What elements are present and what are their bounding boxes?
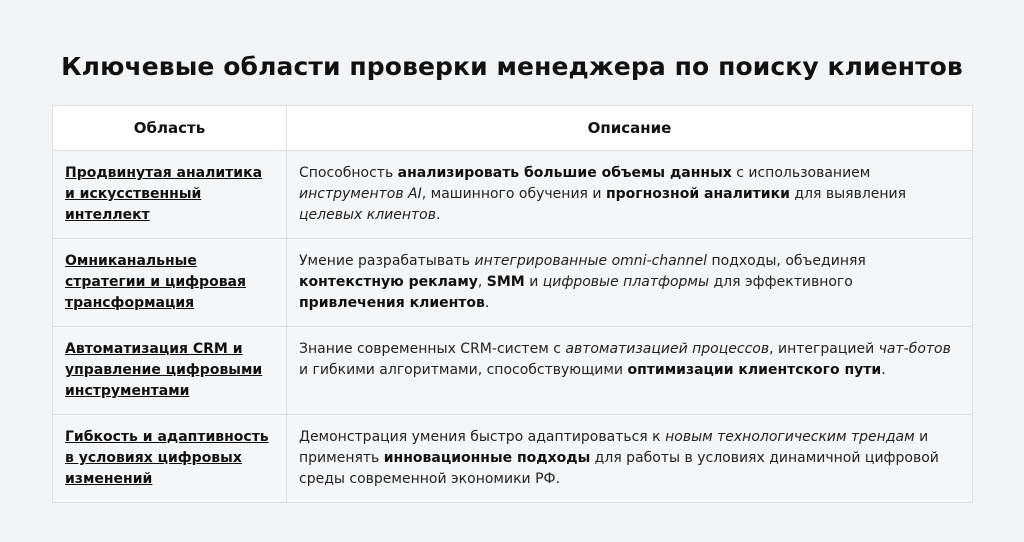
description-cell	[287, 327, 973, 415]
header-area: Область	[53, 106, 287, 151]
text-segment: и гибкими алгоритмами, способствующими	[299, 362, 628, 378]
bold-text: инновационные подходы	[383, 450, 591, 466]
text-segment: и применять	[299, 429, 929, 466]
italic-text: интегрированные omni-channel	[474, 253, 707, 269]
bold-text: оптимизации клиентского пути	[627, 362, 882, 378]
text-segment: для эффективного	[709, 274, 853, 290]
text-segment: .	[881, 362, 886, 378]
area-cell	[53, 415, 287, 503]
text-segment: Знание современных CRM-систем с	[299, 341, 566, 357]
text-segment: .	[484, 295, 490, 311]
table-row	[53, 327, 973, 415]
italic-text: автоматизацией процессов	[565, 341, 770, 357]
text-segment: Способность	[299, 165, 398, 181]
italic-text: новым технологическим трендам	[665, 429, 915, 445]
italic-text: чат-ботов	[878, 341, 951, 357]
description-cell	[287, 415, 973, 503]
text-segment: и	[524, 274, 543, 290]
bold-text: привлечения клиентов	[299, 295, 485, 311]
text-segment: подходы, объединяя	[707, 253, 866, 269]
italic-text: целевых клиентов	[299, 207, 436, 223]
text-segment: .	[436, 207, 441, 223]
description-cell	[287, 151, 973, 239]
italic-text: цифровые платформы	[542, 274, 710, 290]
area-label: Гибкость и адаптивность в условиях цифровых изменений	[65, 429, 269, 487]
header-description: Описание	[287, 106, 973, 151]
italic-text: инструментов AI	[299, 186, 422, 202]
table-row	[53, 151, 973, 239]
area-cell	[53, 327, 287, 415]
table-header-row	[53, 106, 973, 151]
areas-table	[52, 105, 973, 503]
area-cell	[53, 239, 287, 327]
bold-text: прогнозной аналитики	[605, 186, 790, 202]
text-segment: , машинного обучения и	[421, 186, 606, 202]
table-row	[53, 239, 973, 327]
text-segment: Умение разрабатывать	[299, 253, 475, 269]
description-cell	[287, 239, 973, 327]
text-segment: Демонстрация умения быстро адаптироваться к	[299, 429, 666, 445]
page-title: Ключевые области проверки менеджера по поиску клиентов	[61, 52, 963, 81]
text-segment: с использованием	[731, 165, 871, 181]
area-label: Омниканальные стратегии и цифровая трансформация	[65, 253, 246, 311]
bold-text: SMM	[486, 274, 525, 290]
area-cell	[53, 151, 287, 239]
area-label: Автоматизация CRM и управление цифровыми инструментами	[65, 341, 263, 399]
area-label: Продвинутая аналитика и искусственный интеллект	[65, 165, 263, 223]
text-segment: для работы в условиях динамичной цифровой среды современной экономики РФ.	[299, 450, 939, 487]
bold-text: контекстную рекламу	[299, 274, 478, 290]
bold-text: анализировать большие объемы данных	[397, 165, 732, 181]
text-segment: ,	[477, 274, 487, 290]
text-segment: , интеграцией	[769, 341, 879, 357]
text-segment: для выявления	[789, 186, 907, 202]
table-row	[53, 415, 973, 503]
